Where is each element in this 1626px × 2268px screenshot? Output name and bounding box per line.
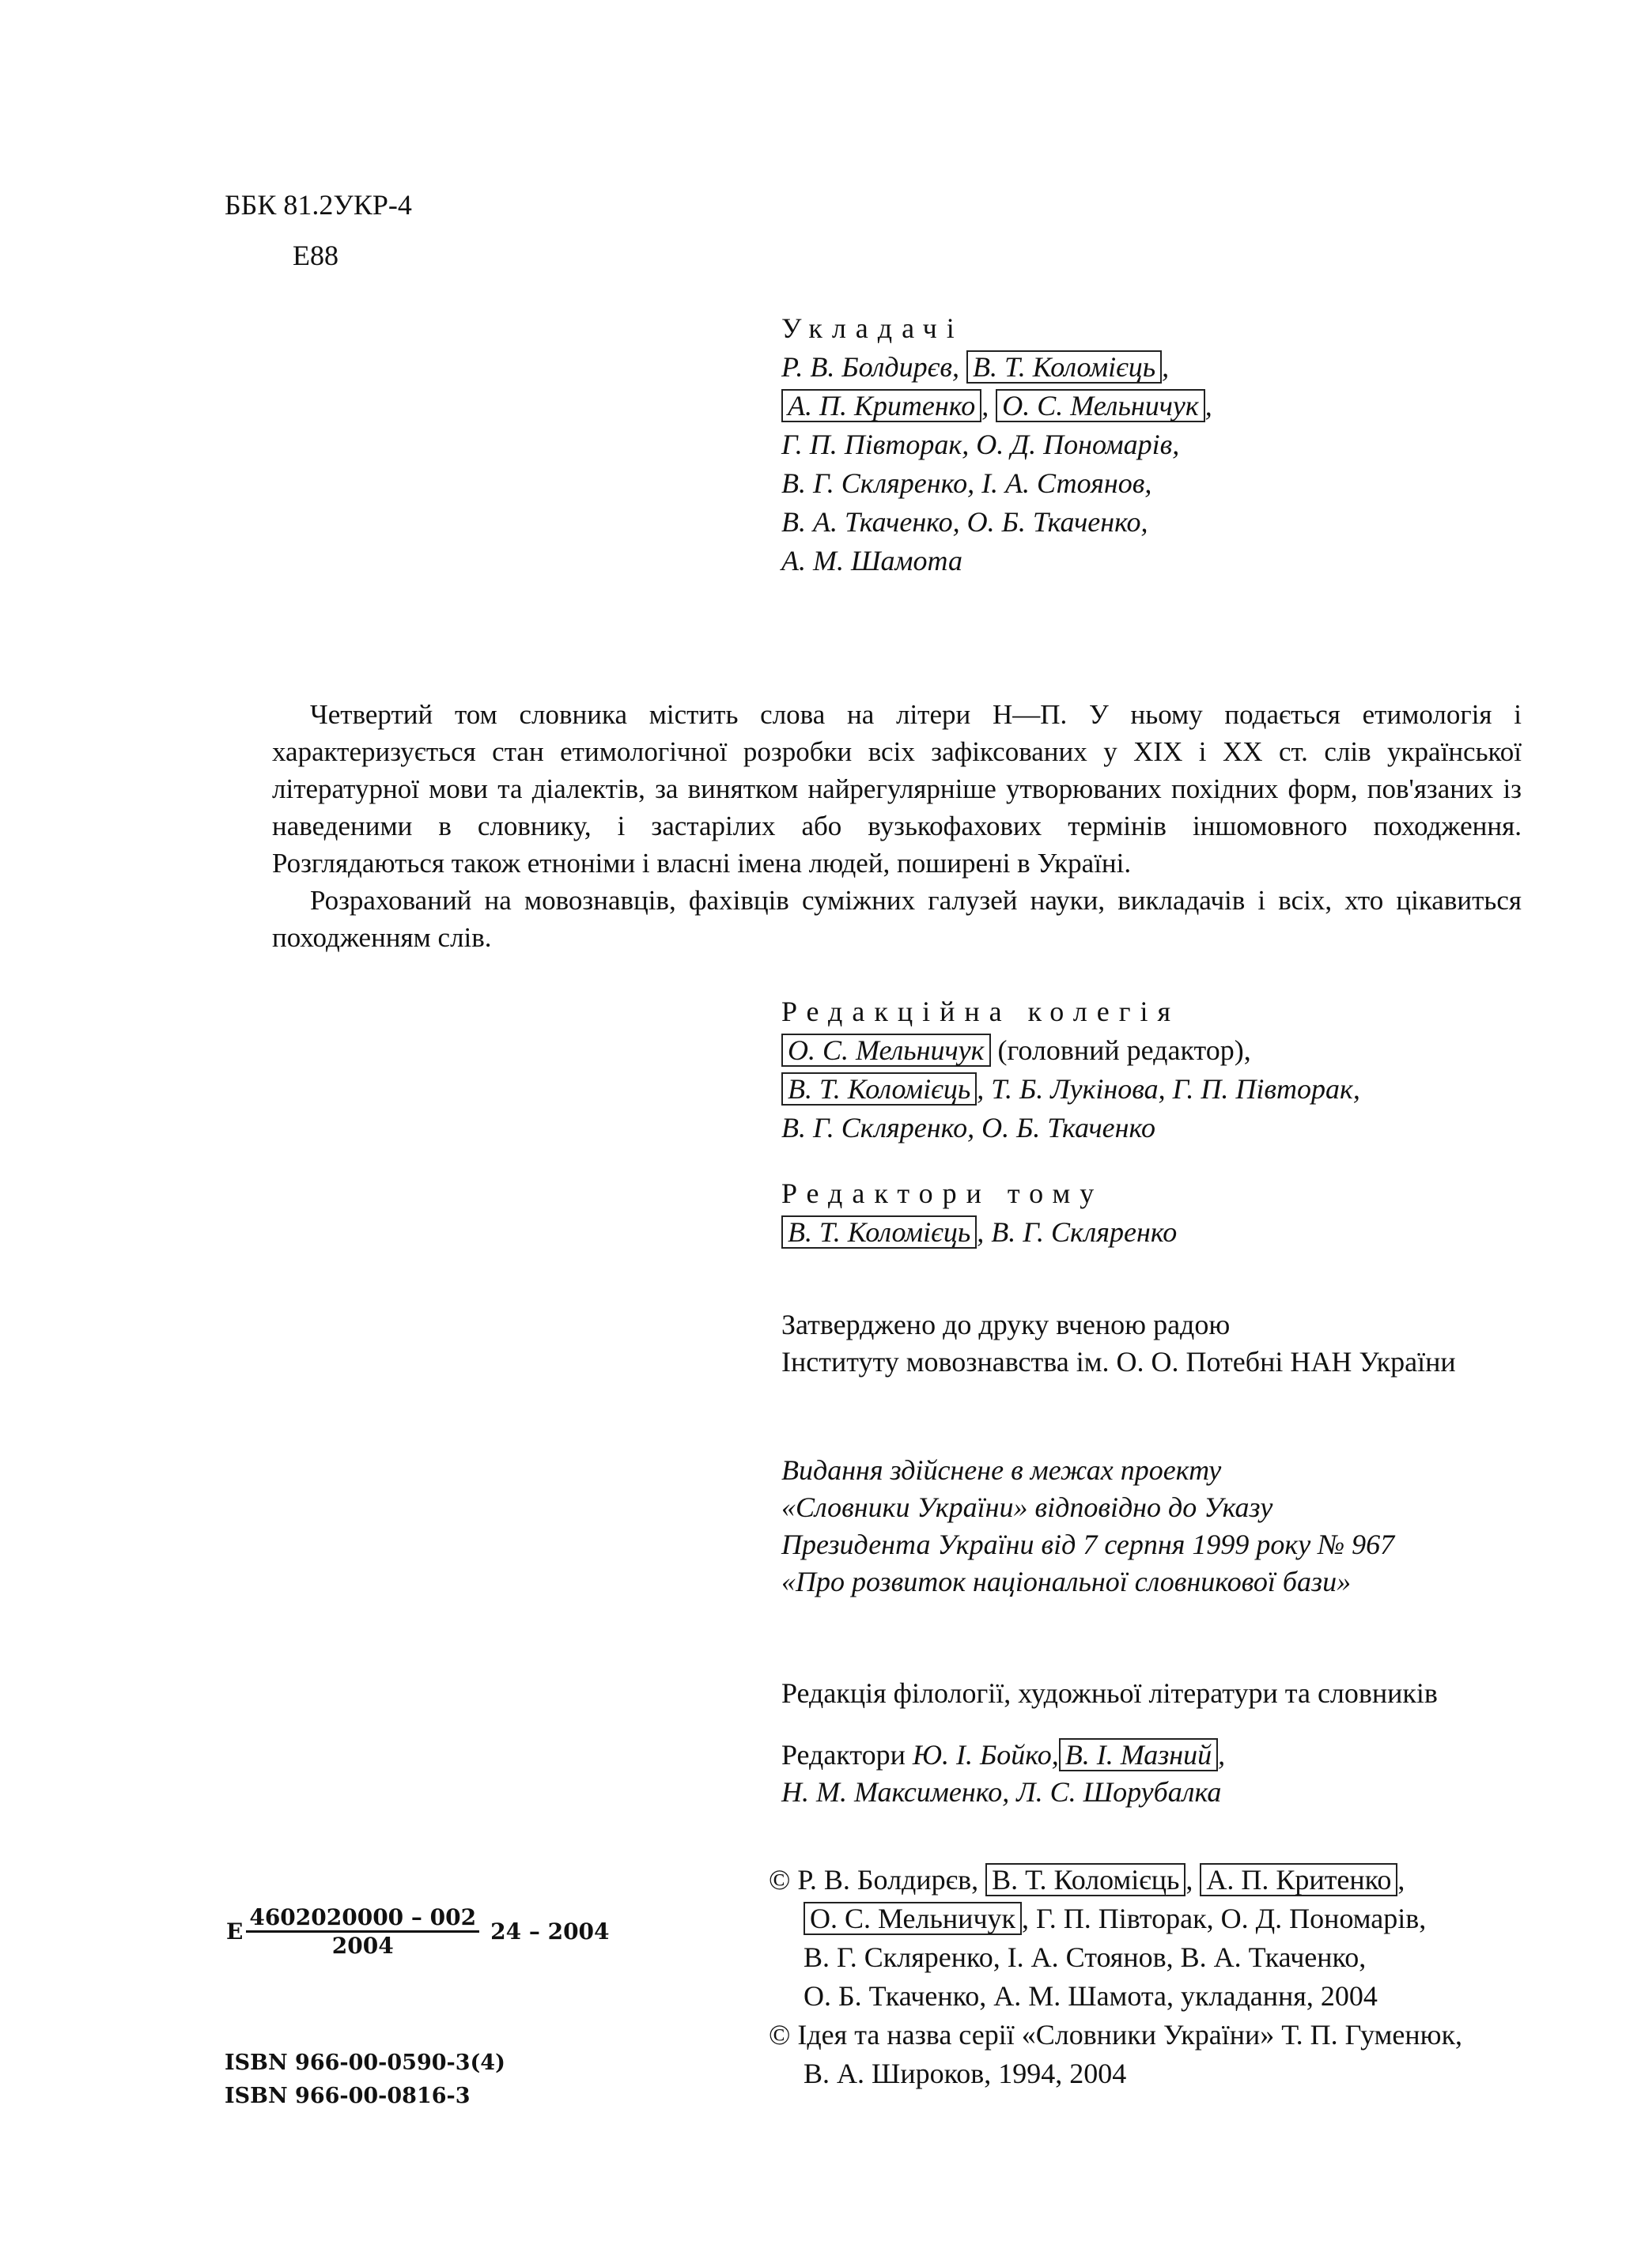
isbn-line: ISBN 966-00-0590-3(4) xyxy=(225,2051,505,2075)
text-line xyxy=(781,387,1212,425)
project-note xyxy=(781,1452,1394,1601)
name-text: В. Г. Скляренко, О. Б. Ткаченко xyxy=(781,1112,1155,1143)
name-text: Р. В. Болдирєв, xyxy=(781,351,966,383)
text-line xyxy=(781,542,1212,580)
name-text: © Ідея та назва серії «Словники України» Т. П. Гуменюк, xyxy=(769,2019,1463,2051)
text-line xyxy=(769,1862,1462,1899)
name-text: , xyxy=(1218,1739,1226,1771)
editors-line-first xyxy=(913,1739,1225,1771)
text-line xyxy=(769,1978,1462,2015)
name-text: О. Б. Ткаченко, А. М. Шамота, укладання, 2004 xyxy=(804,1980,1378,2012)
name-text: Ю. І. Бойко, xyxy=(912,1739,1059,1771)
editorial-board-list xyxy=(781,1032,1360,1147)
volume-editors-heading: Редактори тому xyxy=(781,1177,1104,1209)
name-text: А. М. Шамота xyxy=(781,545,962,576)
deceased-name-box: О. С. Мельничук xyxy=(804,1902,1022,1935)
project-line: Президента України від 7 серпня 1999 року № 967 xyxy=(781,1529,1395,1560)
project-line: «Про розвиток національної словникової бази» xyxy=(781,1566,1352,1597)
name-text: , xyxy=(1162,351,1170,383)
text-line xyxy=(781,426,1212,463)
text-line xyxy=(781,504,1212,541)
name-text: © Р. В. Болдирєв, xyxy=(769,1864,986,1896)
compilers-block xyxy=(781,310,1212,581)
name-text: , xyxy=(1185,1864,1201,1896)
compilers-heading: Укладачі xyxy=(781,312,964,344)
deceased-name-box: О. С. Мельничук xyxy=(781,1034,991,1067)
name-text: Г. П. Півторак, О. Д. Пономарів, xyxy=(781,429,1180,460)
text-line xyxy=(781,1071,1360,1108)
text-line xyxy=(769,2055,1462,2092)
index-numerator: 4602020000 – 002 xyxy=(246,1904,479,1933)
index-suffix: 24 – 2004 xyxy=(490,1918,610,1945)
isbn-block xyxy=(225,2047,505,2113)
name-text: В. Г. Скляренко, І. А. Стоянов, В. А. Ткаченко, xyxy=(804,1941,1367,1973)
annotation-paragraph: Четвертий том словника містить слова на літери Н—П. У ньому подається етимологія і характеризується стан етимологічної розробки всіх зафіксованих у XIX і XX ст. слів української літературної мови та діалектів, за винятком найрегулярніше утворюваних похідних форм, пов'язаних із наведеними в словнику, і застарілих або вузькофахових термінів іншомовного походження. Розглядаються також етноніми і власні імена людей, поширені в Україні. xyxy=(272,699,1522,879)
approval-line: Затверджено до друку вченою радою xyxy=(781,1309,1231,1340)
name-text: В. А. Широков, 1994, 2004 xyxy=(804,2058,1127,2089)
text-line xyxy=(781,465,1212,502)
deceased-name-box: В. Т. Коломієць xyxy=(966,350,1162,384)
deceased-name-box: А. П. Критенко xyxy=(781,389,981,422)
text-line xyxy=(769,2017,1462,2054)
annotation-paragraph: Розрахований на мовознавців, фахівців суміжних галузей науки, викладачів і всіх, хто цікавиться походженням слів. xyxy=(272,885,1522,953)
deceased-name-box: В. Т. Коломієць xyxy=(781,1072,977,1106)
volume-editors-block xyxy=(781,1175,1177,1253)
compilers-list xyxy=(781,349,1212,580)
name-text: , xyxy=(1204,390,1212,421)
name-text: , Г. П. Півторак, О. Д. Пономарів, xyxy=(1022,1903,1427,1934)
author-mark: Е88 xyxy=(293,240,338,271)
index-denominator: 2004 xyxy=(331,1933,394,1959)
deceased-name-box: О. С. Мельничук xyxy=(996,389,1205,422)
text-line xyxy=(781,1032,1360,1069)
editorial-board-block xyxy=(781,993,1360,1148)
name-text: (головний редактор), xyxy=(990,1034,1251,1066)
text-line xyxy=(781,349,1212,386)
deceased-name-box: А. П. Критенко xyxy=(1200,1863,1397,1896)
index-fraction xyxy=(246,1904,479,1959)
name-text: Н. М. Максименко, Л. С. Шорубалка xyxy=(781,1776,1222,1808)
copyright-block xyxy=(769,1860,1462,2094)
publisher-section: Редакція філології, художньої літератури та словників xyxy=(781,1677,1438,1709)
editors-label: Редактори xyxy=(781,1739,913,1771)
index-code xyxy=(226,1904,610,1959)
text-line xyxy=(781,1214,1177,1251)
name-text: В. Г. Скляренко, І. А. Стоянов, xyxy=(781,467,1152,499)
approval-note xyxy=(781,1306,1456,1381)
text-line xyxy=(781,1109,1360,1147)
bbk-code: ББК 81.2УКР-4 xyxy=(225,189,412,221)
project-line: Видання здійснене в межах проекту xyxy=(781,1454,1222,1486)
approval-line: Інституту мовознавства ім. О. О. Потебні НАН України xyxy=(781,1346,1456,1378)
text-line xyxy=(769,1900,1462,1937)
editorial-board-heading: Редакційна колегія xyxy=(781,996,1181,1027)
isbn-line: ISBN 966-00-0816-3 xyxy=(225,2084,471,2108)
name-text: , xyxy=(1397,1864,1405,1896)
deceased-name-box: В. І. Мазний xyxy=(1059,1738,1218,1771)
editors-block xyxy=(781,1737,1225,1811)
deceased-name-box: В. Т. Коломієць xyxy=(781,1215,977,1249)
project-line: «Словники України» відповідно до Указу xyxy=(781,1491,1273,1523)
name-text: В. А. Ткаченко, О. Б. Ткаченко, xyxy=(781,506,1148,538)
annotation xyxy=(272,696,1522,956)
name-text: , Т. Б. Лукінова, Г. П. Півторак, xyxy=(977,1073,1360,1105)
deceased-name-box: В. Т. Коломієць xyxy=(985,1863,1185,1896)
name-text: , В. Г. Скляренко xyxy=(977,1216,1178,1248)
text-line xyxy=(769,1939,1462,1976)
index-letter: Е xyxy=(226,1918,244,1945)
volume-editors-list xyxy=(781,1214,1177,1251)
editors-line-second xyxy=(781,1774,1225,1811)
name-text: , xyxy=(981,390,996,421)
